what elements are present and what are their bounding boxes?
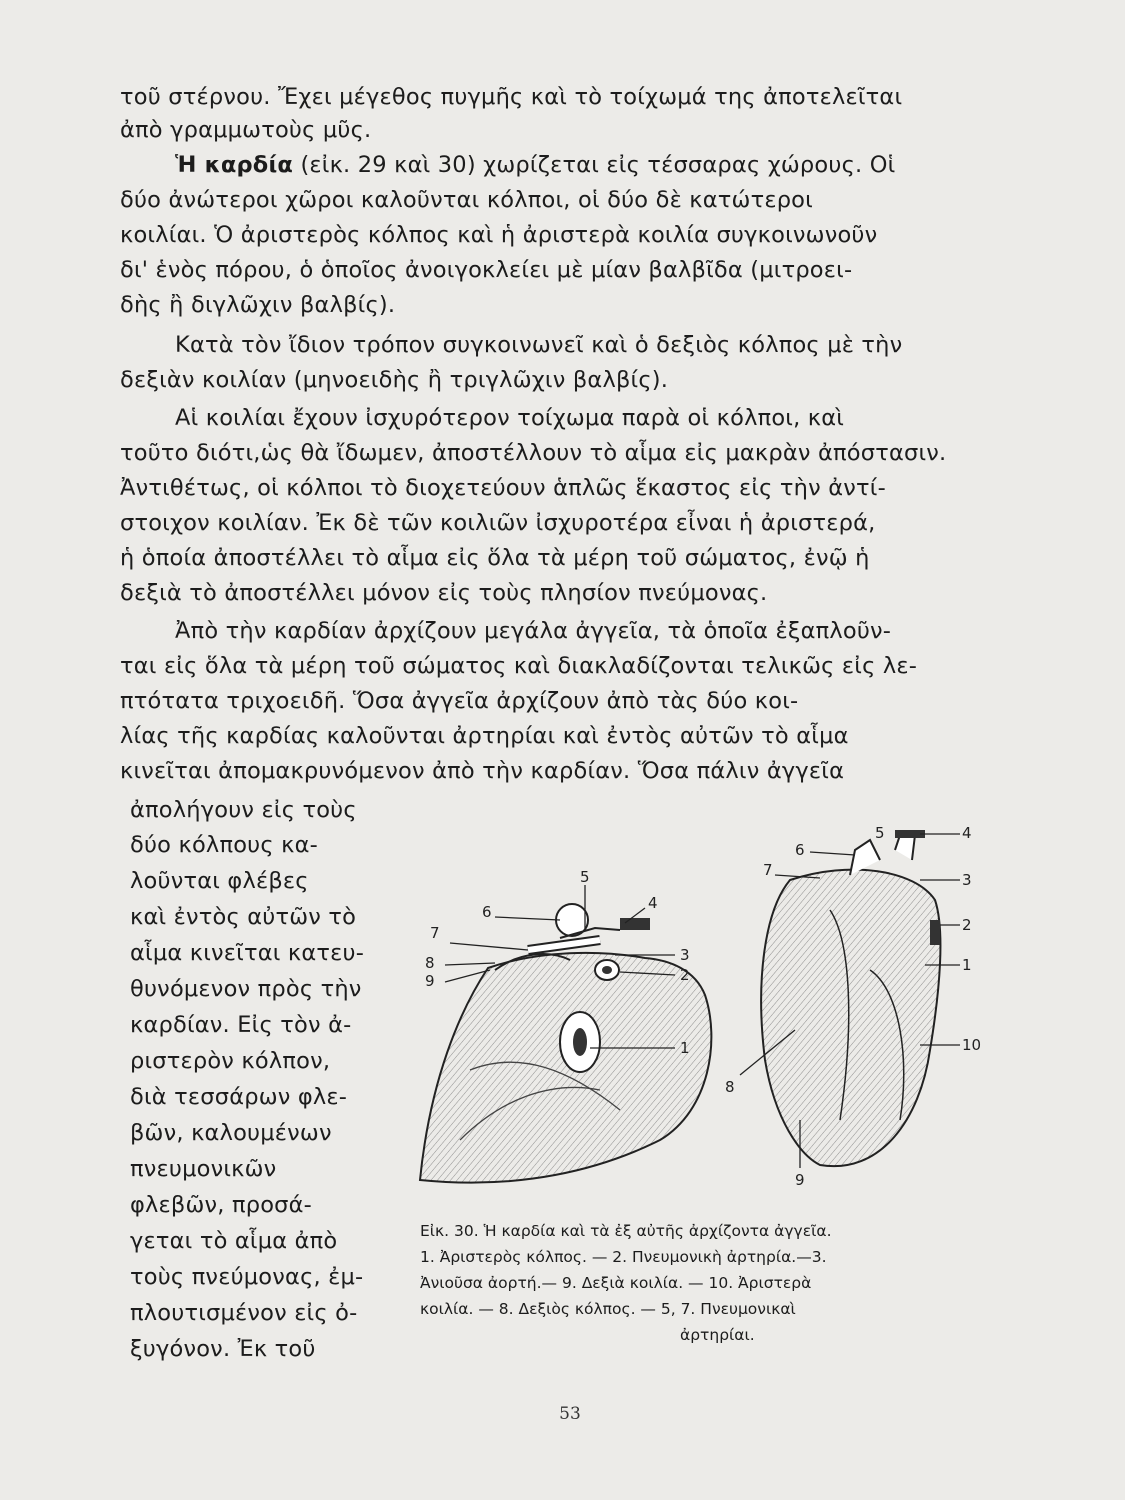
text-line: Αἱ κοιλίαι ἔχουν ἰσχυρότερον τοίχωμα παρὰ οἱ κόλποι, καὶ xyxy=(175,405,845,431)
figure-label: 7 xyxy=(430,924,440,942)
figure-label: 2 xyxy=(680,966,690,984)
column-line: βῶν, καλουμένων xyxy=(130,1120,332,1146)
column-line: φλεβῶν, προσά- xyxy=(130,1192,312,1218)
page-number: 53 xyxy=(559,1404,581,1424)
text-line: κοιλίαι. Ὁ ἀριστερὸς κόλπος καὶ ἡ ἀριστερὰ κοιλία συγκοινωνοῦν xyxy=(120,222,878,248)
text-line: δι' ἑνὸς πόρου, ὁ ὁποῖος ἀνοιγοκλείει μὲ μίαν βαλβῖδα (μιτροει- xyxy=(120,257,853,283)
figure-label: 9 xyxy=(795,1171,805,1189)
figure-label: 9 xyxy=(425,972,435,990)
column-line: καὶ ἐντὸς αὐτῶν τὸ xyxy=(130,904,357,930)
text-line: δύο ἀνώτεροι χῶροι καλοῦνται κόλποι, οἱ δύο δὲ κατώτεροι xyxy=(120,187,813,213)
figure-label: 8 xyxy=(425,954,435,972)
text-line: τοῦτο διότι,ὡς θὰ ἴδωμεν, ἀποστέλλουν τὸ αἷμα εἰς μακρὰν ἀπόστασιν. xyxy=(120,440,947,466)
figure-caption-line: ἀρτηρίαι. xyxy=(680,1326,755,1344)
column-line: ριστερὸν κόλπον, xyxy=(130,1048,331,1074)
text-line: δεξιὰ τὸ ἀποστέλλει μόνον εἰς τοὺς πλησίον πνεύμονας. xyxy=(120,580,768,606)
text-line: πτότατα τριχοειδῆ. Ὅσα ἀγγεῖα ἀρχίζουν ἀπὸ τὰς δύο κοι- xyxy=(120,688,799,714)
figure-caption-line: 1. Ἀριστερὸς κόλπος. — 2. Πνευμονικὴ ἀρτηρία.—3. xyxy=(420,1248,827,1266)
column-line: διὰ τεσσάρων φλε- xyxy=(130,1084,348,1110)
figure-label: 8 xyxy=(725,1078,735,1096)
column-line: αἷμα κινεῖται κατευ- xyxy=(130,940,365,966)
bold-term: Ἡ καρδία xyxy=(175,152,294,178)
figure-caption-title: Εἰκ. 30. Ἡ καρδία καὶ τὰ ἐξ αὐτῆς ἀρχίζοντα ἀγγεῖα. xyxy=(420,1222,832,1240)
figure-label: 6 xyxy=(482,903,492,921)
figure-label: 7 xyxy=(763,861,773,879)
column-line: δύο κόλπους κα- xyxy=(130,832,318,858)
heart-illustration xyxy=(400,820,1010,1200)
text-line xyxy=(175,150,1000,180)
column-line: πλουτισμένον εἰς ὀ- xyxy=(130,1300,358,1326)
figure-caption-line: κοιλία. — 8. Δεξιὸς κόλπος. — 5, 7. Πνευμονικαὶ xyxy=(420,1300,796,1318)
figure-label: 1 xyxy=(962,956,972,974)
text-line: δεξιὰν κοιλίαν (μηνοειδὴς ἢ τριγλῶχιν βαλβίς). xyxy=(120,367,669,393)
text-line: Κατὰ τὸν ἴδιον τρόπον συγκοινωνεῖ καὶ ὁ δεξιὸς κόλπος μὲ τὴν xyxy=(175,332,903,358)
figure-label: 3 xyxy=(680,946,690,964)
figure-label: 2 xyxy=(962,916,972,934)
text-line: ἀπὸ γραμμωτοὺς μῦς. xyxy=(120,117,372,143)
figure-label: 6 xyxy=(795,841,805,859)
text-segment: (εἰκ. 29 καὶ 30) χωρίζεται εἰς τέσσαρας χώρους. Οἱ xyxy=(300,152,896,178)
heart-back-view xyxy=(725,824,981,1189)
figure-label: 4 xyxy=(648,894,658,912)
text-line: δὴς ἢ διγλῶχιν βαλβίς). xyxy=(120,292,396,318)
figure-caption-line: Ἀνιοῦσα ἀορτή.— 9. Δεξιὰ κοιλία. — 10. Ἀριστερὰ xyxy=(420,1274,812,1292)
figure-label: 1 xyxy=(680,1039,690,1057)
text-line: Ἀντιθέτως, οἱ κόλποι τὸ διοχετεύουν ἁπλῶς ἕκαστος εἰς τὴν ἀντί- xyxy=(120,475,886,501)
figure-label: 5 xyxy=(875,824,885,842)
column-line: θυνόμενον πρὸς τὴν xyxy=(130,976,362,1002)
column-line: ξυγόνον. Ἐκ τοῦ xyxy=(130,1336,316,1362)
figure-label: 3 xyxy=(962,871,972,889)
figure-label: 10 xyxy=(962,1036,982,1054)
text-line: κινεῖται ἀπομακρυνόμενον ἀπὸ τὴν καρδίαν. Ὅσα πάλιν ἀγγεῖα xyxy=(120,758,845,784)
column-line: λοῦνται φλέβες xyxy=(130,868,309,894)
column-line: τοὺς πνεύμονας, ἐμ- xyxy=(130,1264,364,1290)
text-line: ἡ ὁποία ἀποστέλλει τὸ αἷμα εἰς ὅλα τὰ μέρη τοῦ σώματος, ἐνῷ ἡ xyxy=(120,545,870,571)
column-line: γεται τὸ αἷμα ἀπὸ xyxy=(130,1228,338,1254)
column-line: καρδίαν. Εἰς τὸν ἀ- xyxy=(130,1012,352,1038)
heart-front-view xyxy=(420,868,711,1183)
text-line: στοιχον κοιλίαν. Ἐκ δὲ τῶν κοιλιῶν ἰσχυροτέρα εἶναι ἡ ἀριστερά, xyxy=(120,510,876,536)
text-line: λίας τῆς καρδίας καλοῦνται ἀρτηρίαι καὶ ἐντὸς αὐτῶν τὸ αἷμα xyxy=(120,723,849,749)
column-line: πνευμονικῶν xyxy=(130,1156,277,1182)
text-line: τοῦ στέρνου. Ἔχει μέγεθος πυγμῆς καὶ τὸ τοίχωμά της ἀποτελεῖται xyxy=(120,84,903,110)
column-line: ἀπολήγουν εἰς τοὺς xyxy=(130,797,357,823)
figure-label: 4 xyxy=(962,824,972,842)
text-line: Ἀπὸ τὴν καρδίαν ἀρχίζουν μεγάλα ἀγγεῖα, τὰ ὁποῖα ἐξαπλοῦν- xyxy=(175,618,892,644)
heart-figure xyxy=(400,820,1010,1200)
text-line: ται εἰς ὅλα τὰ μέρη τοῦ σώματος καὶ διακλαδίζονται τελικῶς εἰς λε- xyxy=(120,653,918,679)
figure-label: 5 xyxy=(580,868,590,886)
